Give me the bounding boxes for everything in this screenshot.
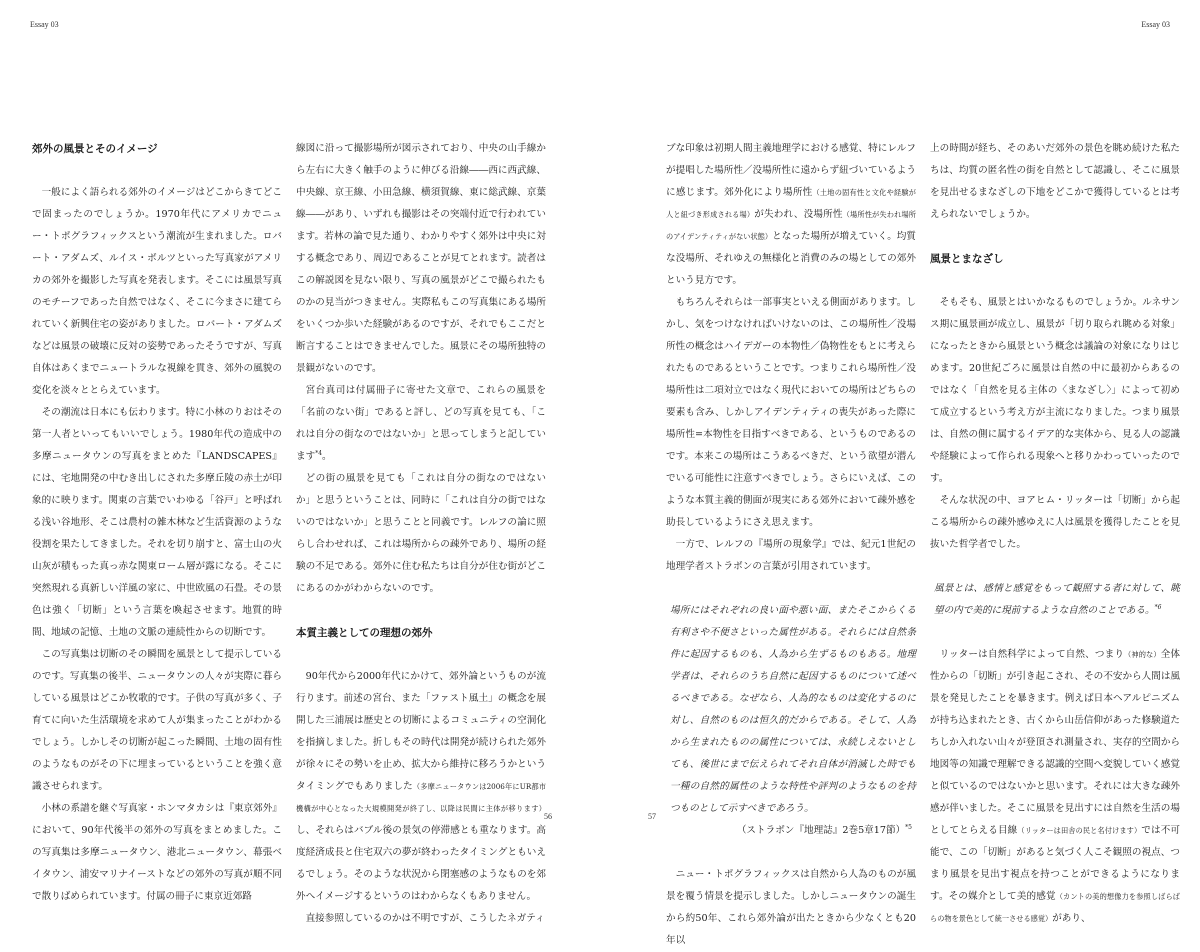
paragraph: ニュー・トポグラフィックスは自然から人為のものが風景を覆う情景を提示しました。しかしニュータウンの誕生から約50年、これら郊外論が出たときから少なくとも20年以: [666, 869, 916, 946]
page-number-right: 57: [648, 812, 656, 821]
paragraph: もちろんそれらは一部事実といえる側面があります。しかし、気をつけなければいけないのは、この場所性／没場所性の概念はハイデガーの本物性／偽物性をもとに考えられたものであるということです。つまりこれら場所性／没場所性は二項対立ではなく現代においての場所はどちらの要素も含み、しかしアイデンティティの喪失があった際に場所性=本物性を目指すべきである、というものであるのです。本来この場所はこうあるべきだ、という欲望が潜んでいる可能性に注意すべきでしょう。さらにいえば、このような本質主義的側面が現実にある郊外において疎外感を助長しているようにさえ思えます。: [666, 297, 916, 528]
paragraph: そもそも、風景とはいかなるものでしょうか。ルネサンス期に風景画が成立し、風景が「切り取られ眺める対象」になったときから風景という概念は議論の対象になりはじめます。20世紀ごろに風景は自然の中に最初からあるのではなく「自然を見る主体の〈まなざし〉」によって初めて成立するという考え方が主流になりました。つまり風景は、自然の側に属するイデア的な実体から、見る人の認識や経験によって作られる現象へと移りかわっていったのです。: [930, 297, 1180, 484]
footnote-marker: *5: [905, 823, 912, 831]
quote-citation: （ストラボン『地理誌』2巻5章17節）$^{*5}$: [736, 823, 912, 836]
paragraph: この写真集は切断のその瞬間を風景として提示しているのです。写真集の後半、ニュータウンの人々が実際に暮らしている風景はどこか牧歌的です。子供の写真が多く、子育てに向いた生活環境を求めて人が集まったことがわかるでしょう。しかしその切断が起こった瞬間、土地の固有性のようなものがその下に埋まっているということを強く意識させられます。: [32, 649, 282, 792]
page-number-left: 56: [544, 812, 552, 821]
running-header-right: Essay 03: [1141, 20, 1170, 29]
paragraph: 一方で、レルフの『場所の現象学』では、紀元1世紀の地理学者ストラボンの言葉が引用されています。: [666, 539, 916, 572]
paragraph: その潮流は日本にも伝わります。特に小林のりおはその第一人者といってもいいでしょう。1980年代の造成中の多摩ニュータウンの写真をまとめた『LANDSCAPES』には、宅地開発の中むき出しにされた多摩丘陵の赤土が印象的に映ります。関東の言葉でいわゆる「谷戸」と呼ばれる浅い谷地形、そこは農村の雑木林など生活資源のような役割を果たしてきました。それを切り崩すと、富士山の火山灰が積もった真っ赤な関東ローム層が露になる。そこに突然現れる真新しい洋風の家に、中世欧風の石畳。その景色は強く「切断」という言葉を喚起させます。地質的時間、地域の記憶、土地の文脈の連続性からの切断です。: [32, 407, 282, 638]
inline-note: （神的な）: [1124, 650, 1161, 659]
paragraph: ブな印象は初期人間主義地理学における感覚、特にレルフが提唱した場所性／没場所性に遠からず紐づいているように感じます。郊外化により場所性（土地の固有性と文化や経験が人と紐づき形成される場）が失われ、没場所性（場所性が失われ場所のアイデンティティがない状態）となった場所が増えていく。均質な没場所、それゆえの無様化と消費のみの場としての郊外という見方です。: [666, 143, 917, 286]
paragraph: 一般によく語られる郊外のイメージはどこからきてどこで固まったのでしょうか。1970年代にアメリカでニュー・トポグラフィックスという潮流が生まれました。ロバート・アダムズ、ルイス・ボルツといった写真家がアメリカの郊外を撮影した写真を発表します。そこには風景写真のモチーフであった自然ではなく、そこに今まさに建てられていく新興住宅の姿がありました。ロバート・アダムズなどは風景の破壊に反対の姿勢であったそうですが、写真自体はあくまでニュートラルな視線を貫き、郊外の風貌の変化を淡々ととらえています。: [32, 187, 282, 396]
paragraph: 上の時間が経ち、そのあいだ郊外の景色を眺め続けた私たちは、均質の匿名性の街を自然として認識し、そこに風景を見出せるまなざしの下地をどこかで獲得しているとは考えられないでしょうか。: [930, 143, 1180, 220]
block-quote-ritter: 風景とは、感情と感覚をもって観照する者に対して、眺望の内で美的に現前するような自然のことである。$^{*6}$: [934, 583, 1180, 616]
paragraph: どの街の風景を見ても「これは自分の街なのではないか」と思うということは、同時に「これは自分の街ではないのではないか」と思うことと同義です。レルフの論に照らし合わせれば、これは場所からの疎外であり、場所の経験の不足である。郊外に住む私たちは自分が住む街がどこにあるのかがわからないのです。: [296, 473, 546, 594]
inline-note: （多摩ニュータウンは2006年にUR都市機構が中心となった大規模開発が終了し、以降は民間に主体が移ります）: [296, 782, 546, 813]
paragraph: 直接参照しているのかは不明ですが、こうしたネガティ: [305, 913, 545, 924]
paragraph: そんな状況の中、ヨアヒム・リッターは「切断」から起こる場所からの疎外感ゆえに人は風景を獲得したことを見抜いた哲学者でした。: [930, 495, 1180, 550]
footnote-marker: *6: [1154, 603, 1162, 611]
inline-note: （カントの美的想像力を参照しばらばらの物を景色として統一させる感覚）: [930, 892, 1180, 923]
paragraph: リッターは自然科学によって自然、つまり（神的な）全体性からの「切断」が引き起こされ、その不安から人間は風景を発見したことを暴きます。例えば日本ヘアルピニズムが持ち込まれたとき、古くから山岳信仰があった修験道たちしか入れない山々が登頂され測量され、実存的空間から地図等の知識で理解できる認識的空間へ変貌していく感覚と似ているのではないかと思います。それには大きな疎外感が伴いました。そこに風景を見出すには自然を生活の場としてとらえる目線（リッターは田舎の民と名付けます）では不可能で、この「切断」があると気づく人こそ観照の視点、つまり風景を見出す視点を持つことができるようになります。その媒介として美的感覚（カントの美的想像力を参照しばらばらの物を景色として統一させる感覚）があり、: [930, 649, 1181, 924]
paragraph: 90年代から2000年代にかけて、郊外論というものが流行ります。前述の宮台、また「ファスト風土」の概念を展開した三浦展は歴史との切断によるコミュニティの空洞化を指摘しました。折しもその時代は開発が続けられた郊外が徐々にその勢いを止め、拡大から維持に移ろうかというタイミングでもありました（多摩ニュータウンは2006年にUR都市機構が中心となった大規模開発が終了し、以降は民間に主体が移ります）し、それらはバブル後の景気の停滞感とも重なります。高度経済成長と住宅双六の夢が終わったタイミングともいえるでしょう。そのような状況から閉塞感のようなものを郊外へイメージするというのはわからなくもありません。: [296, 671, 546, 902]
inline-note: （場所性が失われ場所のアイデンティティがない状態）: [666, 210, 916, 241]
text-column-3: [666, 138, 916, 952]
paragraph: 小林の系譜を継ぐ写真家・ホンマタカシは『東京郊外』において、90年代後半の郊外の写真をまとめました。この写真集は多摩ニュータウン、港北ニュータウン、幕張ベイタウン、浦安マリナイーストなどの郊外の写真が順不同で散りばめられています。付属の冊子に東京近郊路: [32, 803, 282, 902]
inline-note: （土地の固有性と文化や経験が人と紐づき形成される場）: [666, 188, 916, 219]
text-column-1: [32, 138, 282, 908]
footnote-marker: *4: [315, 449, 323, 457]
section-heading-essentialism: 本質主義としての理想の郊外: [296, 627, 433, 639]
block-quote-strabo: 場所にはそれぞれの良い面や悪い面、またそこからくる有利さや不便さといった属性がある。それらには自然条件に起因するものも、人為から生ずるものもある。地理学者は、それらのうち自然に起因するものについて述べるべきである。なぜなら、人為的なものは変化するのに対し、自然のものは恒久的だからである。そして、人為から生まれたものの属性については、永続しえないとしても、後世にまで伝えられてそれ自体が消滅した時でも一種の自然的属性のような特性や評判のようなものを持つものとして示すべきであろう。 （ストラボン『地理誌』2巻5章17節）$^{*5}$: [666, 600, 916, 842]
running-header-left: Essay 03: [30, 20, 59, 29]
inline-note: （リッターは田舎の民と名付けます）: [1017, 826, 1142, 835]
paragraph: 線図に沿って撮影場所が図示されており、中央の山手線から左右に大きく触手のように伸びる沿線――西に西武線、中央線、京王線、小田急線、横須賀線、東に総武線、京葉線――があり、いずれも撮影はその突端付近で行われています。若林の論で見た通り、わかりやすく郊外は中央に対する概念であり、周辺であることが見てとれます。読者はこの解説図を見ない限り、写真の風景がどこで撮られたものかの見当がつきません。実際私もこの写真集にある場所をいくつか歩いた経験があるのですが、それでもここだと断言することはできませんでした。風景にその場所独特の景観がないのです。: [296, 143, 547, 374]
text-column-2: [296, 138, 546, 930]
section-heading-suburban-landscape: 郊外の風景とそのイメージ: [32, 143, 158, 155]
paragraph: 宮台真司は付属冊子に寄せた文章で、これらの風景を「名前のない街」であると評し、どの写真を見ても、「これは自分の街なのではないか」と思ってしまうと記しています$^{*4}$。: [296, 385, 546, 462]
section-heading-landscape-gaze: 風景とまなざし: [930, 253, 1004, 265]
text-column-4: [930, 138, 1180, 930]
